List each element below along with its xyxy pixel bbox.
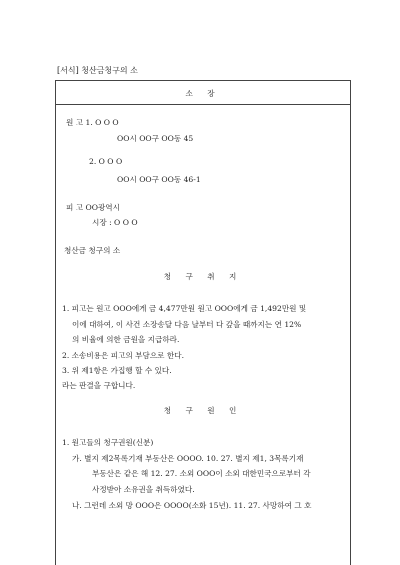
plaintiff-1-address: OO시 OO구 OO동 45 — [117, 134, 194, 143]
grounds-line: 사정받아 소유권을 취득하였다. — [92, 485, 195, 494]
claims-heading: 청 구 취 지 — [163, 272, 243, 281]
grounds-line: 부동산은 같은 해 12. 27. 소외 OOO이 소외 대한민국으로부터 각 — [92, 469, 311, 478]
claims-line: 의 비율에 의한 금원을 지급하라. — [72, 335, 180, 344]
plaintiff-2-address: OO시 OO구 OO동 46-1 — [117, 175, 201, 184]
case-name: 청산금 청구의 소 — [64, 246, 121, 255]
grounds-line: 가. 별지 제2목록기재 부동산은 OOOO. 10. 27. 별지 제1, 3목록기재 — [72, 454, 304, 463]
claims-line: 라는 판결을 구합니다. — [62, 381, 136, 390]
form-caption: [서식] 청산금청구의 소 — [57, 66, 138, 75]
defendant-label: 피 고 OO광역시 — [66, 203, 120, 212]
grounds-line: 1. 원고들의 청구권원(신분) — [62, 438, 154, 447]
frame-top-rule — [55, 80, 351, 81]
plaintiff-1-label: 원 고 1. O O O — [66, 118, 119, 127]
claims-line: 1. 피고는 원고 OOO에게 금 4,477만원 원고 OOO에게 금 1,492만원 및 — [62, 304, 307, 313]
grounds-line: 나. 그런데 소외 망 OOO은 OOOO(소화 15년). 11. 27. 사망하여 그 호 — [72, 501, 312, 510]
claims-line: 2. 소송비용은 피고의 부담으로 한다. — [62, 351, 185, 360]
defendant-representative: 시장 : O O O — [92, 218, 138, 227]
document-title: 소 장 — [185, 89, 221, 98]
grounds-heading: 청 구 원 인 — [163, 406, 243, 415]
title-divider — [55, 104, 351, 105]
plaintiff-2-label: 2. O O O — [89, 157, 123, 166]
claims-line: 이에 대하여, 이 사건 소장송달 다음 날부터 다 갚을 때까지는 연 12% — [72, 320, 302, 329]
claims-line: 3. 위 제1항은 가집행 할 수 있다. — [62, 366, 172, 375]
